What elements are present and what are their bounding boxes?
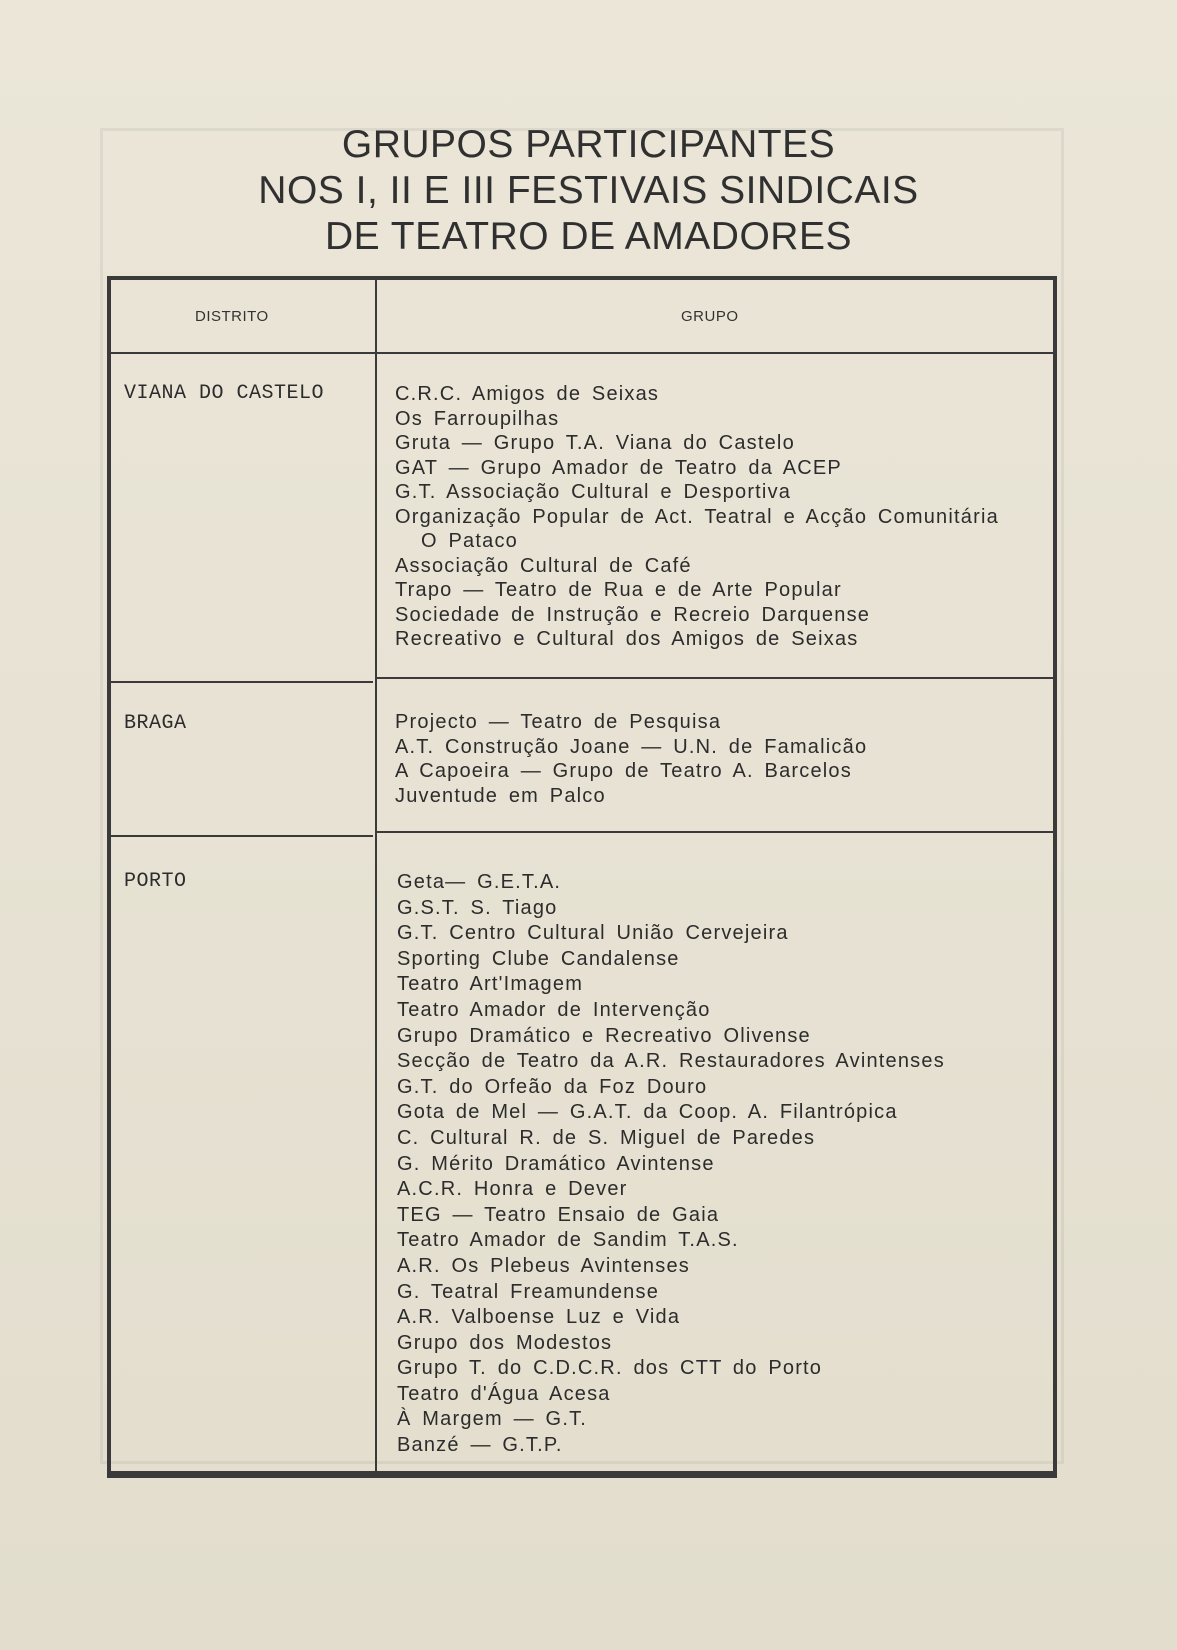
list-item: Teatro d'Água Acesa (397, 1382, 611, 1405)
section-rule-left (111, 681, 373, 683)
list-item: Geta— G.E.T.A. (397, 871, 562, 893)
list-item: Secção de Teatro da A.R. Restauradores Avintenses (397, 1050, 945, 1073)
header-group: GRUPO (681, 308, 739, 325)
section-rule-right (377, 677, 1053, 679)
title-line-2: NOS I, II E III FESTIVAIS SINDICAIS (258, 169, 919, 212)
district-braga: BRAGA (124, 712, 187, 735)
list-item: Banzé — G.T.P. (397, 1434, 563, 1457)
column-divider (375, 280, 377, 1471)
title-line-1: GRUPOS PARTICIPANTES (341, 123, 836, 166)
list-item: Associação Cultural de Café (395, 554, 692, 577)
list-item: Teatro Amador de Intervenção (397, 998, 711, 1021)
list-item: Sporting Clube Candalense (397, 947, 680, 970)
list-item: O Pataco (421, 530, 518, 552)
list-item: C. Cultural R. de S. Miguel de Paredes (397, 1126, 816, 1149)
section-rule-left-2 (111, 835, 373, 837)
header-rule (111, 352, 1053, 354)
list-item: Teatro Amador de Sandim T.A.S. (397, 1229, 739, 1252)
group-list-viana (395, 382, 999, 652)
list-item: A.R. Os Plebeus Avintenses (397, 1254, 690, 1277)
list-item: A.C.R. Honra e Dever (397, 1178, 628, 1201)
list-item: Grupo dos Modestos (397, 1331, 613, 1354)
list-item: Grupo T. do C.D.C.R. dos CTT do Porto (397, 1357, 823, 1380)
list-item: GAT — Grupo Amador de Teatro da ACEP (395, 456, 842, 479)
list-item: Sociedade de Instrução e Recreio Darquense (395, 603, 871, 626)
list-item: C.R.C. Amigos de Seixas (395, 383, 660, 405)
list-item: A Capoeira — Grupo de Teatro A. Barcelos (395, 760, 852, 782)
list-item: G.S.T. S. Tiago (397, 896, 558, 919)
list-item: Organização Popular de Act. Teatral e Acção Comunitária (395, 505, 999, 528)
page-title (0, 122, 1177, 260)
list-item: Trapo — Teatro de Rua e de Arte Popular (395, 579, 842, 601)
list-item: À Margem — G.T. (397, 1408, 588, 1431)
group-list-braga (395, 710, 867, 808)
district-viana-do-castelo: VIANA DO CASTELO (124, 382, 325, 405)
title-line-3: DE TEATRO DE AMADORES (325, 215, 852, 258)
header-district: DISTRITO (195, 308, 269, 325)
list-item: Juventude em Palco (395, 784, 606, 807)
list-item: Recreativo e Cultural dos Amigos de Seixas (395, 628, 859, 650)
list-item: Teatro Art'Imagem (397, 973, 584, 996)
list-item: G.T. Associação Cultural e Desportiva (395, 481, 792, 503)
list-item: Os Farroupilhas (395, 407, 560, 430)
list-item: A.T. Construção Joane — U.N. de Famalicão (395, 735, 868, 758)
list-item: Gruta — Grupo T.A. Viana do Castelo (395, 432, 795, 454)
list-item: Projecto — Teatro de Pesquisa (395, 711, 722, 733)
list-item: TEG — Teatro Ensaio de Gaia (397, 1203, 720, 1226)
section-rule-right-2 (377, 831, 1053, 833)
list-item: G. Mérito Dramático Avintense (397, 1152, 715, 1175)
list-item: Gota de Mel — G.A.T. da Coop. A. Filantrópica (397, 1101, 898, 1124)
district-porto: PORTO (124, 870, 187, 893)
list-item: G.T. do Orfeão da Foz Douro (397, 1075, 708, 1098)
list-item: A.R. Valboense Luz e Vida (397, 1306, 681, 1329)
list-item: Grupo Dramático e Recreativo Olivense (397, 1024, 811, 1047)
participants-table (107, 276, 1057, 1478)
group-list-porto (397, 870, 945, 1459)
list-item: G. Teatral Freamundense (397, 1280, 660, 1303)
list-item: G.T. Centro Cultural União Cervejeira (397, 922, 789, 945)
